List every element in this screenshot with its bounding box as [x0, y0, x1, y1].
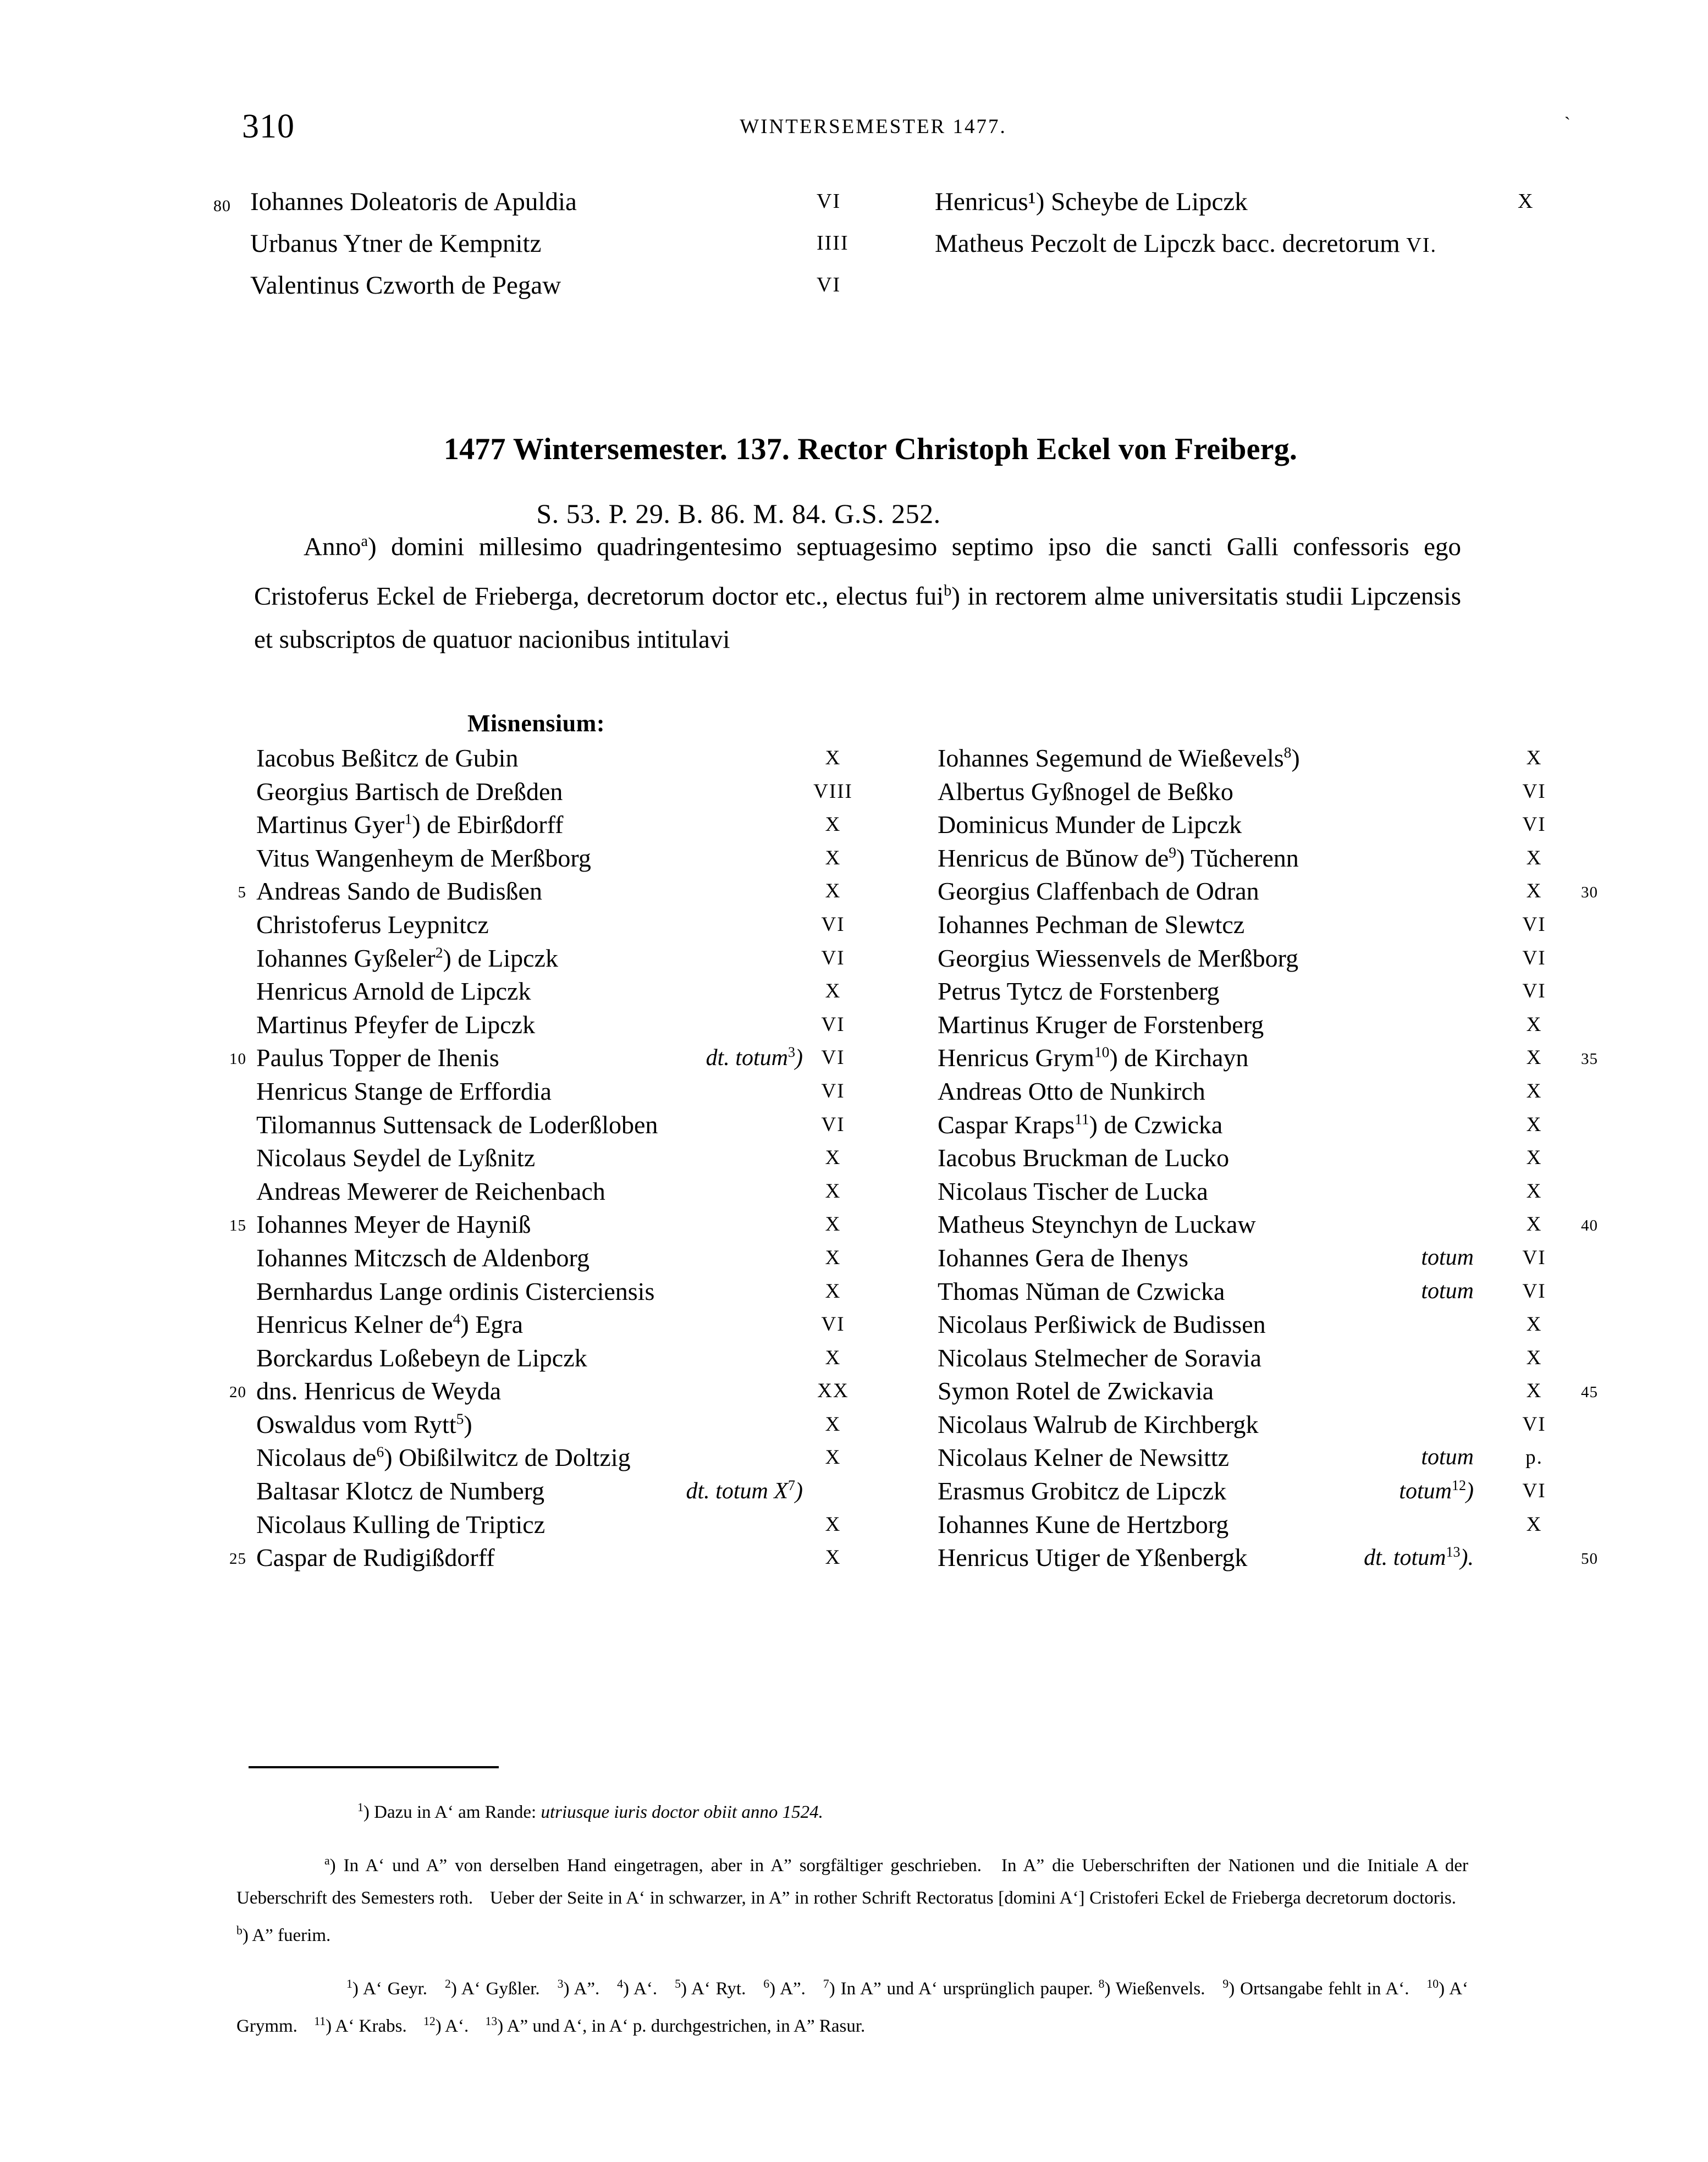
- entry-name: Vitus Wangenheym de Merßborg: [256, 843, 591, 872]
- footnote-rule: [249, 1766, 499, 1768]
- line-number: 35: [1581, 1050, 1598, 1068]
- entry-name: Matheus Steynchyn de Luckaw: [938, 1210, 1256, 1239]
- entry-fee-left: IIII: [817, 231, 849, 255]
- entry-name: Borckardus Loßebeyn de Lipczk: [256, 1343, 587, 1372]
- entry-fee: VIII: [813, 780, 853, 803]
- entry-fee: VI: [1522, 913, 1546, 936]
- matriculation-list: [0, 743, 1708, 1576]
- entry-name: Caspar Kraps$^{11}$) de Czwicka: [938, 1110, 1223, 1139]
- carry-over-row: [0, 271, 1708, 312]
- entry-name: Henricus Utiger de Yßenbergk: [938, 1543, 1248, 1572]
- entry-fee: VI: [821, 1313, 845, 1336]
- entry-name: Thomas Nŭman de Czwicka: [938, 1277, 1225, 1305]
- entry-name: Dominicus Munder de Lipczk: [938, 810, 1242, 839]
- entry-name: Georgius Wiessenvels de Merßborg: [938, 944, 1299, 972]
- line-number: 15: [229, 1217, 246, 1235]
- entry-name: Andreas Mewerer de Reichenbach: [256, 1177, 605, 1205]
- entry-name: Andreas Otto de Nunkirch: [938, 1077, 1205, 1105]
- entry-fee: p.: [1525, 1446, 1543, 1469]
- matriculation-row: [0, 843, 1708, 877]
- entry-fee: VI: [1522, 1279, 1546, 1303]
- entry-fee: X: [1526, 1046, 1542, 1069]
- entry-fee: X: [825, 980, 841, 1003]
- entry-name-left: Valentinus Czworth de Pegaw: [250, 271, 561, 300]
- entry-fee: X: [1526, 1513, 1542, 1536]
- entry-fee: VI: [1522, 1480, 1546, 1503]
- entry-annotation: dt. totum $X^7$): [686, 1477, 803, 1504]
- entry-fee: VI: [821, 946, 845, 969]
- running-head-title: WINTERSEMESTER 1477.: [740, 115, 1007, 138]
- nation-heading: Misnensium:: [467, 710, 605, 737]
- entry-fee: X: [825, 1213, 841, 1236]
- entry-name: Georgius Claffenbach de Odran: [938, 877, 1259, 906]
- entry-name: Andreas Sando de Budisßen: [256, 877, 542, 906]
- entry-name: Iohannes Segemund de Wießevels$^8$): [938, 743, 1300, 772]
- entry-annotation: dt. totum$^{13}$).: [1364, 1544, 1474, 1571]
- entry-name: Martinus Kruger de Forstenberg: [938, 1010, 1264, 1039]
- entry-fee-right: VI.: [1406, 234, 1437, 257]
- entry-name-left: Iohannes Doleatoris de Apuldia: [250, 187, 577, 216]
- entry-fee: X: [825, 880, 841, 903]
- matriculation-row: [0, 1410, 1708, 1443]
- footnote-note-a: $^a$) In A‘ und A” von derselben Hand eingetragen, aber in A” sorgfältiger geschrieben. In A” die Ueberschriften der Nationen und die Initiale A der Ueberschrift des Semesters roth. Ueber der Seite in A‘ in schwarzer, in A” in rother Schrift Rectoratus [domini A‘] Cristoferi Eckel de Frieberga decretorum doctoris. $^b$) A” fuerim.: [236, 1854, 1468, 1945]
- matriculation-row: [0, 743, 1708, 777]
- matriculation-row: [0, 1310, 1708, 1343]
- line-number: 25: [229, 1550, 246, 1568]
- entry-name: Henricus Stange de Erffordia: [256, 1077, 552, 1105]
- matriculation-row: [0, 1077, 1708, 1110]
- entry-fee: XX: [817, 1380, 849, 1403]
- matriculation-row: [0, 944, 1708, 977]
- entry-fee: X: [825, 1446, 841, 1469]
- carry-over-row: [0, 187, 1708, 229]
- section-intro-paragraph: Anno$^a$) domini millesimo quadringentesimo septuagesimo septimo ipso die sancti Galli confessoris ego Cristoferus Eckel de Frieberga, decretorum doctor etc., electus fui$^b$) in rectorem alme universitatis studii Lipczensis et subscriptos de quatuor nacionibus intitulavi: [254, 532, 1462, 654]
- corner-mark: ˋ: [1564, 114, 1571, 134]
- entry-name: Iacobus Beßitcz de Gubin: [256, 744, 519, 772]
- entry-fee: X: [825, 1279, 841, 1303]
- entry-name: Nicolaus Kulling de Tripticz: [256, 1510, 546, 1538]
- entry-name: Martinus Pfeyfer de Lipczk: [256, 1010, 536, 1039]
- entry-name: Iohannes Gera de Ihenys: [938, 1243, 1188, 1272]
- matriculation-row: [0, 1110, 1708, 1144]
- entry-fee: X: [1526, 1179, 1542, 1203]
- entry-name: Albertus Gyßnogel de Beßko: [938, 777, 1233, 806]
- matriculation-row: [0, 1510, 1708, 1543]
- entry-name: Martinus Gyer$^1$) de Ebirßdorff: [256, 810, 564, 839]
- matriculation-row: [0, 1343, 1708, 1377]
- entry-fee: VI: [821, 1079, 845, 1102]
- entry-name: Oswaldus vom Rytt$^5$): [256, 1410, 472, 1438]
- entry-name: dns. Henricus de Weyda: [256, 1377, 502, 1405]
- line-number: 10: [229, 1050, 246, 1068]
- line-number: 40: [1581, 1217, 1598, 1235]
- entry-name: Nicolaus Tischer de Lucka: [938, 1177, 1208, 1205]
- entry-name: Iohannes Pechman de Slewtcz: [938, 910, 1245, 939]
- entry-fee: VI: [821, 1046, 845, 1069]
- entry-name: Christoferus Leypnitcz: [256, 910, 489, 939]
- entry-fee: X: [1526, 1013, 1542, 1036]
- entry-fee: X: [825, 813, 841, 836]
- entry-fee: X: [1526, 1113, 1542, 1136]
- entry-fee: X: [825, 1346, 841, 1369]
- matriculation-row: [0, 1210, 1708, 1243]
- entry-name: Nicolaus Walrub de Kirchbergk: [938, 1410, 1259, 1438]
- line-number: 80: [213, 197, 231, 215]
- entry-fee: VI: [1522, 813, 1546, 836]
- entry-name: Iohannes Mitczsch de Aldenborg: [256, 1243, 589, 1272]
- entry-annotation: totum: [1421, 1444, 1474, 1470]
- line-number: 30: [1581, 884, 1598, 902]
- entry-name: Iohannes Gyßeler$^2$) de Lipczk: [256, 944, 558, 972]
- entry-fee-right: X: [1518, 190, 1534, 213]
- entry-annotation: totum: [1421, 1278, 1474, 1304]
- entry-fee: X: [1526, 747, 1542, 769]
- entry-name: Iohannes Meyer de Hayniß: [256, 1210, 531, 1239]
- entry-name: Nicolaus Stelmecher de Soravia: [938, 1343, 1261, 1372]
- footnote-notes-numbered: $^1$) A‘ Geyr. $^2$) A‘ Gyßler. $^3$) A”. $^4$) A‘. $^5$) A‘ Ryt. $^6$) A”. $^7$) In A” und A‘ ursprünglich pauper. $^8$) Wießenvels. $^9$) Ortsangabe fehlt in A‘. $^{10}$) A‘ Grymm. $^{11}$) A‘ Krabs. $^{12}$) A‘. $^{13}$) A” und A‘, in A‘ p. durchgestrichen, in A” Rasur.: [236, 1977, 1469, 2036]
- entry-fee: VI: [821, 1113, 845, 1136]
- entry-name: Iacobus Bruckman de Lucko: [938, 1144, 1230, 1172]
- entry-fee: X: [825, 1146, 841, 1170]
- entry-fee: VI: [1522, 946, 1546, 969]
- matriculation-row: [0, 1010, 1708, 1044]
- footnote-note-1: $^1$) Dazu in A‘ am Rande: utriusque iuris doctor obiit anno 1524.: [357, 1801, 823, 1822]
- entry-fee: X: [1526, 880, 1542, 903]
- entry-fee: X: [825, 1246, 841, 1269]
- entry-name: Petrus Tytcz de Forstenberg: [938, 977, 1220, 1006]
- matriculation-row: [0, 910, 1708, 944]
- entry-name: Georgius Bartisch de Dreßden: [256, 777, 563, 806]
- entry-fee: X: [825, 1413, 841, 1436]
- matriculation-row: [0, 1443, 1708, 1476]
- matriculation-row: [0, 1177, 1708, 1210]
- entry-fee: VI: [1522, 1246, 1546, 1269]
- entry-fee: X: [825, 747, 841, 769]
- page-number: 310: [242, 108, 295, 145]
- line-number: 50: [1581, 1550, 1598, 1568]
- matriculation-row: [0, 777, 1708, 810]
- entry-fee: X: [1526, 1346, 1542, 1369]
- entry-fee: X: [1526, 1313, 1542, 1336]
- matriculation-row: [0, 810, 1708, 843]
- entry-fee: X: [825, 846, 841, 869]
- entry-annotation: totum$^{12}$): [1399, 1477, 1474, 1504]
- entry-name: Baltasar Klotcz de Numberg: [256, 1477, 545, 1505]
- matriculation-row: [0, 977, 1708, 1010]
- entry-name: Nicolaus Seydel de Lyßnitz: [256, 1144, 536, 1172]
- entry-name: Paulus Topper de Ihenis: [256, 1044, 499, 1072]
- entry-name: Henricus Arnold de Lipczk: [256, 977, 531, 1006]
- entry-fee: X: [825, 1546, 841, 1569]
- entry-fee: X: [1526, 1146, 1542, 1170]
- entry-name: Henricus Kelner $de^4$) Egra: [256, 1310, 524, 1339]
- entry-name: Nicolaus Perßiwick de Budissen: [938, 1310, 1266, 1339]
- carry-over-row: [0, 229, 1708, 271]
- entry-fee: X: [1526, 1079, 1542, 1102]
- section-title: 1477 Wintersemester. 137. Rector Christoph Eckel von Freiberg.: [443, 432, 1298, 466]
- matriculation-row: [0, 1376, 1708, 1410]
- entry-fee: X: [825, 1179, 841, 1203]
- line-number: 5: [238, 884, 246, 902]
- matriculation-row: [0, 1277, 1708, 1310]
- entry-fee: VI: [821, 913, 845, 936]
- semester-summary: S. 53. P. 29. B. 86. M. 84. G.S. 252.: [536, 498, 941, 529]
- entry-fee: VI: [1522, 980, 1546, 1003]
- entry-name-right: Matheus Peczolt de Lipczk bacc. decretorum VI.: [935, 229, 1437, 258]
- entry-name: Symon Rotel de Zwickavia: [938, 1377, 1214, 1405]
- entry-fee-left: VI: [817, 190, 841, 213]
- running-head: [0, 107, 1708, 146]
- entry-name-right: Henricus¹) Scheybe de Lipczk: [935, 187, 1248, 216]
- entry-name: Bernhardus Lange ordinis Cisterciensis: [256, 1277, 655, 1305]
- entry-fee: VI: [1522, 1413, 1546, 1436]
- entry-fee: X: [1526, 1380, 1542, 1403]
- line-number: 45: [1581, 1383, 1598, 1402]
- entry-name: Nicolaus $de^6$) Obißilwitcz de Doltzig: [256, 1443, 631, 1472]
- entry-fee: VI: [821, 1013, 845, 1036]
- entry-fee: VI: [1522, 780, 1546, 803]
- matriculation-row: [0, 876, 1708, 910]
- entry-name: Caspar de Rudigißdorff: [256, 1543, 495, 1572]
- matriculation-row: [0, 1476, 1708, 1510]
- matriculation-row: [0, 1143, 1708, 1177]
- entry-fee-left: VI: [817, 273, 841, 296]
- entry-annotation: dt. totum$^3$): [706, 1044, 803, 1071]
- matriculation-row: [0, 1043, 1708, 1077]
- entry-name: Tilomannus Suttensack de Loderßloben: [256, 1110, 658, 1139]
- entry-fee: X: [825, 1513, 841, 1536]
- entry-name: Henricus de Bŭnow $de^9$) Tŭcherenn: [938, 843, 1299, 872]
- entry-name: Iohannes Kune de Hertzborg: [938, 1510, 1229, 1538]
- matriculation-row: [0, 1543, 1708, 1576]
- entry-name: Erasmus Grobitcz de Lipczk: [938, 1477, 1226, 1505]
- line-number: 20: [229, 1383, 246, 1402]
- entry-annotation: totum: [1421, 1244, 1474, 1270]
- footnote-block: [236, 1791, 1468, 2059]
- entry-fee: X: [1526, 846, 1542, 869]
- matriculation-row: [0, 1243, 1708, 1277]
- entry-name: Henricus Grym$^{10}$) de Kirchayn: [938, 1044, 1249, 1072]
- entry-name: Nicolaus Kelner de Newsittz: [938, 1443, 1230, 1472]
- entry-fee: X: [1526, 1213, 1542, 1236]
- entry-name-left: Urbanus Ytner de Kempnitz: [250, 229, 542, 258]
